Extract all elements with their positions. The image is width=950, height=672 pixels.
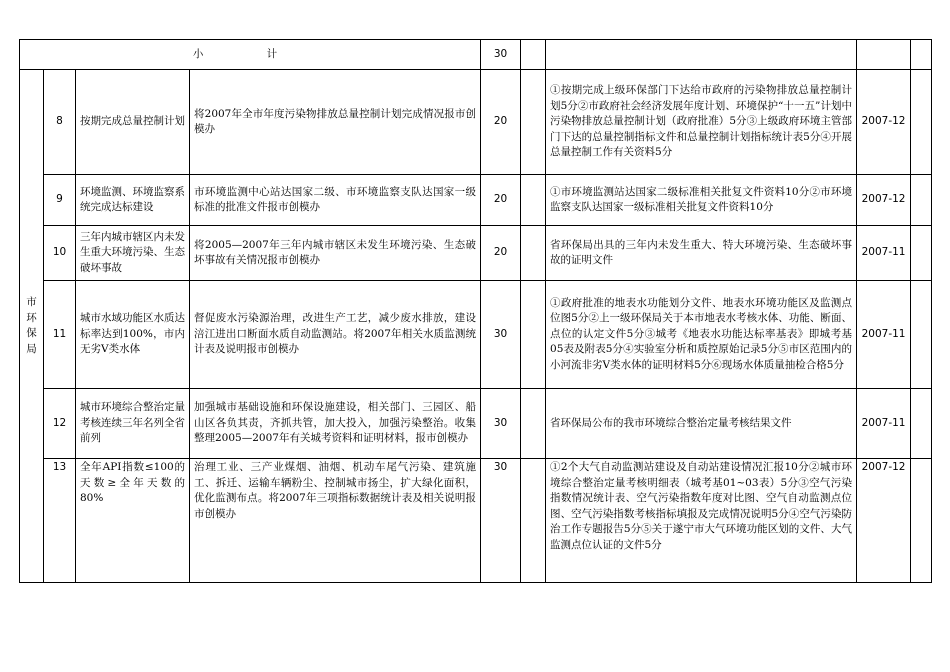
empty-cell	[546, 40, 857, 70]
department-cell	[20, 70, 44, 583]
subtotal-label: 小 计	[20, 40, 481, 70]
row-score: 20	[481, 226, 521, 281]
subtotal-score: 30	[481, 40, 521, 70]
row-date: 2007-11	[857, 226, 911, 281]
row-date: 2007-12	[857, 70, 911, 175]
row-task: 将2005—2007年三年内城市辖区未发生环境污染、生态破坏事故有关情况报市创模办	[190, 226, 481, 281]
assessment-table	[19, 39, 932, 583]
row-item: 城市环境综合整治定量考核连续三年名列全省前列	[76, 389, 190, 459]
row-number: 13	[44, 459, 76, 583]
row-date: 2007-11	[857, 281, 911, 389]
row-number: 12	[44, 389, 76, 459]
table-row	[20, 389, 932, 459]
empty-cell	[911, 281, 932, 389]
empty-cell	[911, 40, 932, 70]
row-task: 督促废水污染源治理，改进生产工艺，减少废水排放，建设涪江进出口断面水质自动监测站。将2007年相关水质监测统计表及说明报市创模办	[190, 281, 481, 389]
table-row	[20, 226, 932, 281]
row-number: 10	[44, 226, 76, 281]
empty-cell	[521, 459, 546, 583]
empty-cell	[521, 389, 546, 459]
row-criteria: 省环保局公布的我市环境综合整治定量考核结果文件	[546, 389, 857, 459]
row-item: 全年API指数≤100的天数≥全年天数的80%	[76, 459, 190, 583]
empty-cell	[911, 175, 932, 226]
row-task: 市环境监测中心站达国家二级、市环境监察支队达国家一级标准的批准文件报市创模办	[190, 175, 481, 226]
row-number: 9	[44, 175, 76, 226]
row-item: 城市水域功能区水质达标率达到100%，市内无劣Ⅴ类水体	[76, 281, 190, 389]
empty-cell	[521, 281, 546, 389]
row-task: 将2007年全市年度污染物排放总量控制计划完成情况报市创模办	[190, 70, 481, 175]
row-item: 环境监测、环境监察系统完成达标建设	[76, 175, 190, 226]
row-task: 治理工业、三产业煤烟、油烟、机动车尾气污染、建筑施工、拆迁、运输车辆粉尘、控制城市扬尘，扩大绿化面积，优化监测布点。将2007年三项指标数据统计表及相关说明报市创模办	[190, 459, 481, 583]
row-task: 加强城市基础设施和环保设施建设，相关部门、三园区、船山区各负其责，齐抓共管，加大投入，加强污染整治。收集整理2005—2007年有关城考资料和证明材料，报市创模办	[190, 389, 481, 459]
row-item: 按期完成总量控制计划	[76, 70, 190, 175]
table-row	[20, 175, 932, 226]
empty-cell	[911, 389, 932, 459]
empty-cell	[521, 40, 546, 70]
empty-cell	[911, 459, 932, 583]
row-number: 11	[44, 281, 76, 389]
empty-cell	[521, 70, 546, 175]
empty-cell	[857, 40, 911, 70]
row-score: 30	[481, 281, 521, 389]
row-score: 20	[481, 175, 521, 226]
row-number: 8	[44, 70, 76, 175]
row-date: 2007-12	[857, 175, 911, 226]
row-item: 三年内城市辖区内未发生重大环境污染、生态破坏事故	[76, 226, 190, 281]
empty-cell	[521, 226, 546, 281]
table-row	[20, 70, 932, 175]
row-score: 30	[481, 459, 521, 583]
table-row	[20, 459, 932, 583]
row-date: 2007-12	[857, 459, 911, 583]
empty-cell	[911, 226, 932, 281]
subtotal-row	[20, 40, 932, 70]
department-name: 市环保局	[26, 296, 37, 355]
row-criteria: 省环保局出具的三年内未发生重大、特大环境污染、生态破坏事故的证明文件	[546, 226, 857, 281]
row-score: 20	[481, 70, 521, 175]
row-criteria: ①2个大气自动监测站建设及自动站建设情况汇报10分②城市环境综合整治定量考核明细表（城考基01~03表）5分③空气污染指数情况统计表、空气污染指数年度对比图、空气自动监测点位图、空气污染指数考核指标填报及完成情况说明5分④空气污染防治工作专题报告5分⑤关于遂宁市大气环境功能区划的文件、大气监测点位认证的文件5分	[546, 459, 857, 583]
row-criteria: ①市环境监测站达国家二级标准相关批复文件资料10分②市环境监察支队达国家一级标准相关批复文件资料10分	[546, 175, 857, 226]
row-date: 2007-11	[857, 389, 911, 459]
empty-cell	[521, 175, 546, 226]
row-criteria: ①政府批准的地表水功能划分文件、地表水环境功能区及监测点位图5分②上一级环保局关于本市地表水考核水体、功能、断面、点位的认定文件5分③城考《地表水功能达标率基表》即城考基05表及附表5分④实验室分析和质控原始记录5分⑤市区范围内的小河流非劣Ⅴ类水体的证明材料5分⑥现场水体质量抽检合格5分	[546, 281, 857, 389]
table-row	[20, 281, 932, 389]
row-score: 30	[481, 389, 521, 459]
row-criteria: ①按期完成上级环保部门下达给市政府的污染物排放总量控制计划5分②市政府社会经济发展年度计划、环境保护“十一五”计划中污染物排放总量控制计划（政府批准）5分③上级政府环境主管部门下达的总量控制指标文件和总量控制计划指标统计表5分④开展总量控制工作有关资料5分	[546, 70, 857, 175]
empty-cell	[911, 70, 932, 175]
